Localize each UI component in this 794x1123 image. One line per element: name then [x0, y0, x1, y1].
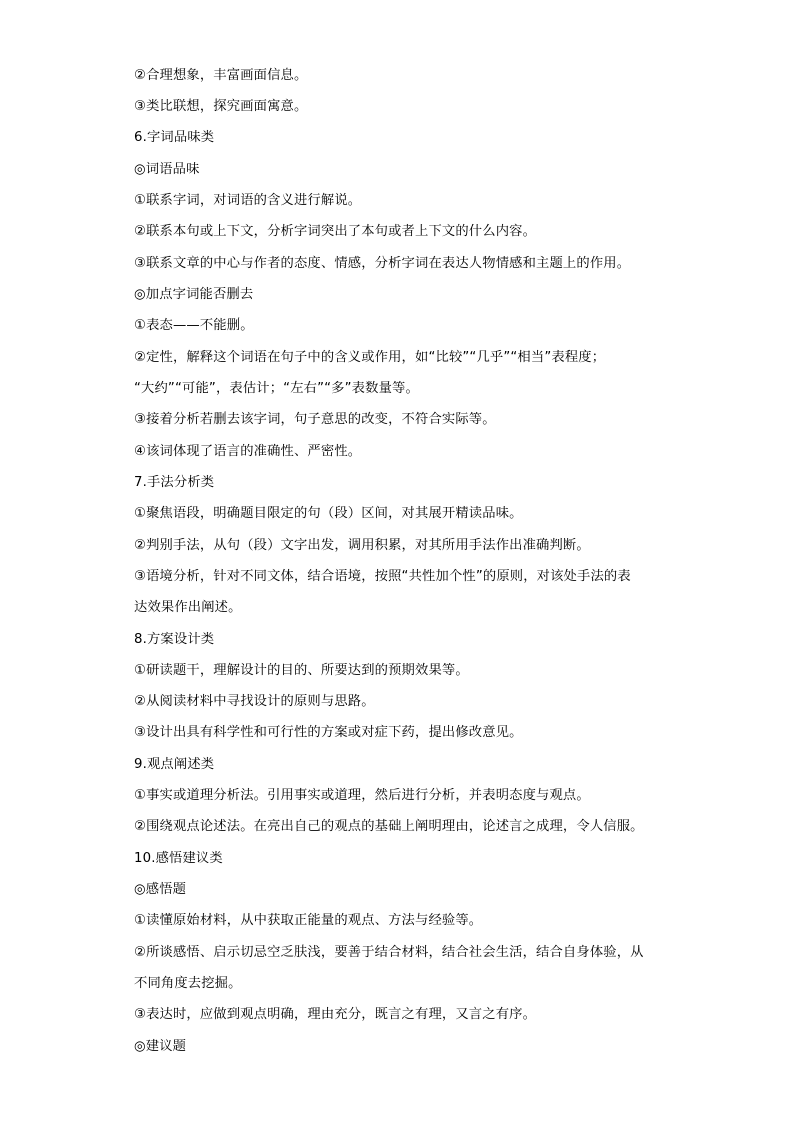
text-line: ②定性，解释这个词语在句子中的含义或作用，如“比较”“几乎”“相当”表程度；: [134, 350, 606, 365]
text-line: ①联系字词，对词语的含义进行解说。: [134, 193, 362, 208]
section-heading: 8.方案设计类: [134, 632, 215, 647]
text-line: ③表达时，应做到观点明确，理由充分，既言之有理，又言之有序。: [134, 1007, 537, 1022]
text-line: ③接着分析若删去该字词，句子意思的改变，不符合实际等。: [134, 412, 496, 427]
text-line: ①事实或道理分析法。引用事实或道理，然后进行分析，并表明态度与观点。: [134, 788, 590, 803]
text-line: 不同角度去挖掘。: [134, 976, 242, 991]
text-line: ①表态——不能删。: [134, 318, 254, 333]
text-line: ③联系文章的中心与作者的态度、情感，分析字词在表达人物情感和主题上的作用。: [134, 256, 631, 271]
text-line: ②联系本句或上下文，分析字词突出了本句或者上下文的什么内容。: [134, 224, 537, 239]
text-line: ①读懂原始材料，从中获取正能量的观点、方法与经验等。: [134, 913, 483, 928]
text-line: ②从阅读材料中寻找设计的原则与思路。: [134, 694, 375, 709]
section-heading: 6.字词品味类: [134, 130, 215, 145]
text-line: ②所谈感悟、启示切忌空乏肤浅，要善于结合材料，结合社会生活，结合自身体验，从: [134, 945, 644, 960]
text-line: ②围绕观点论述法。在亮出自己的观点的基础上阐明理由，论述言之成理，令人信服。: [134, 819, 644, 834]
section-heading: 7.手法分析类: [134, 475, 215, 490]
text-line: ②判别手法，从句（段）文字出发，调用积累，对其所用手法作出准确判断。: [134, 538, 590, 553]
text-line: ④该词体现了语言的准确性、严密性。: [134, 444, 362, 459]
subheading: ◎加点字词能否删去: [134, 287, 254, 302]
subheading: ◎词语品味: [134, 162, 200, 177]
text-line: ③语境分析，针对不同文体，结合语境，按照“共性加个性”的原则，对该处手法的表: [134, 569, 631, 584]
text-line: ①聚焦语段，明确题目限定的句（段）区间，对其展开精读品味。: [134, 506, 523, 521]
section-heading: 10.感悟建议类: [134, 851, 223, 866]
text-line: 达效果作出阐述。: [134, 600, 242, 615]
text-line: “大约”“可能”，表估计；“左右”“多”表数量等。: [134, 381, 419, 396]
text-line: ③类比联想，探究画面寓意。: [134, 99, 308, 114]
text-line: ①研读题干，理解设计的目的、所要达到的预期效果等。: [134, 663, 469, 678]
text-line: ③设计出具有科学性和可行性的方案或对症下药，提出修改意见。: [134, 725, 523, 740]
subheading: ◎感悟题: [134, 882, 187, 897]
subheading: ◎建议题: [134, 1039, 187, 1054]
text-line: ②合理想象，丰富画面信息。: [134, 68, 308, 83]
section-heading: 9.观点阐述类: [134, 757, 215, 772]
